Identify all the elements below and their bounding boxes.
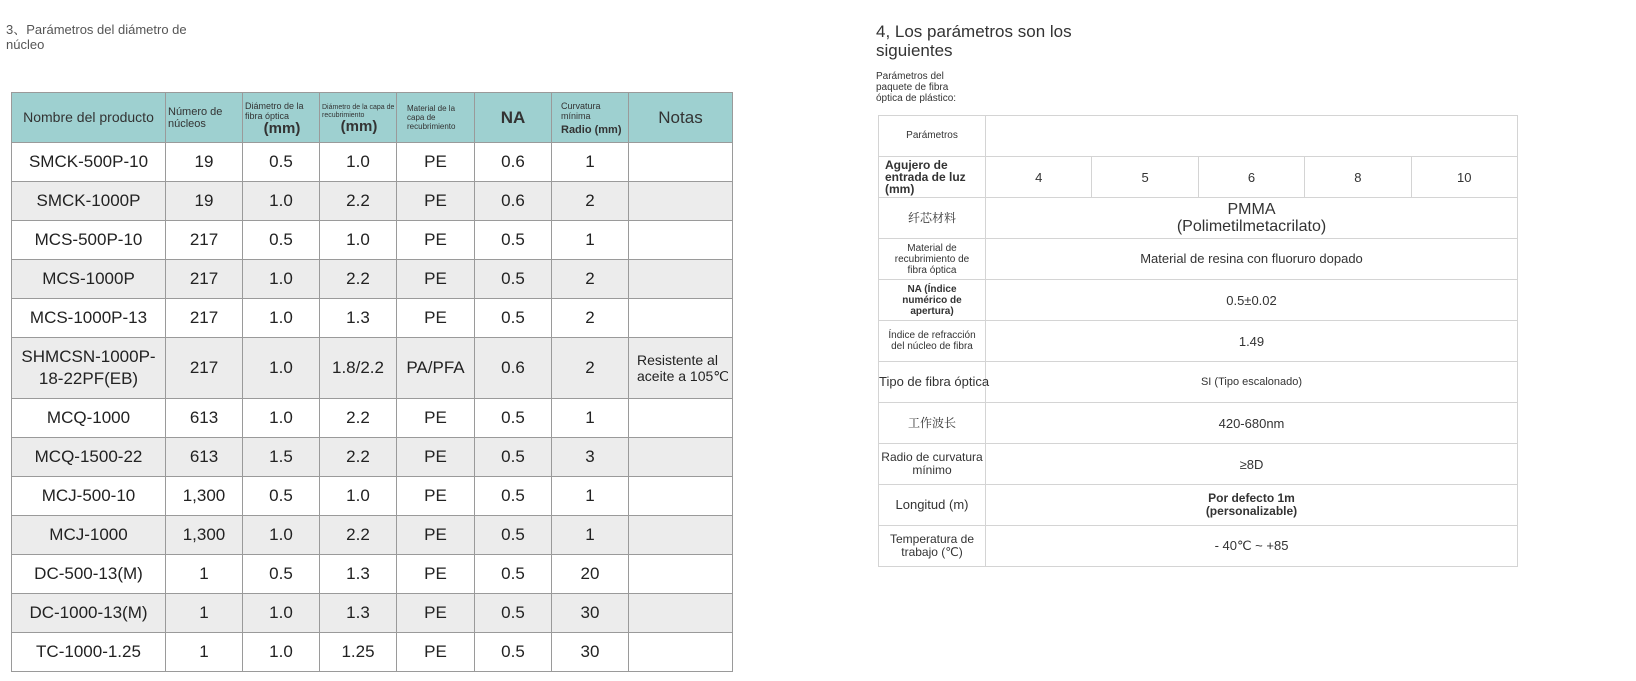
core-diameter-table	[11, 92, 733, 672]
label-fiber-type: Tipo de fibra óptica	[879, 362, 986, 403]
cell-notes	[629, 221, 733, 260]
cell-radius: 3	[552, 438, 629, 477]
table-row	[12, 260, 733, 299]
cell-fiber: 0.5	[243, 143, 320, 182]
cell-radius: 1	[552, 477, 629, 516]
cell-cores: 1	[166, 594, 243, 633]
cell-na: 0.5	[475, 555, 552, 594]
cell-material: PE	[397, 516, 475, 555]
header-fiber-diameter	[243, 93, 320, 143]
params-row-header	[879, 116, 1518, 157]
params-row-temperature	[879, 526, 1518, 567]
header-radius-unit: Radio (mm)	[561, 123, 622, 136]
params-row-core-material	[879, 198, 1518, 239]
cell-name: TC-1000-1.25	[12, 633, 166, 672]
params-row-coating	[879, 239, 1518, 280]
value-bend-radius: ≥8D	[986, 444, 1518, 485]
cell-coating: 2.2	[320, 260, 397, 299]
cell-material: PE	[397, 555, 475, 594]
cell-material: PE	[397, 182, 475, 221]
cell-notes	[629, 594, 733, 633]
cell-name: SMCK-500P-10	[12, 143, 166, 182]
cell-cores: 217	[166, 221, 243, 260]
cell-coating: 1.0	[320, 221, 397, 260]
header-coating-material: Material de la capa de recubrimiento	[397, 93, 475, 143]
table-row	[12, 477, 733, 516]
label-refraction: Índice de refracción del núcleo de fibra	[879, 321, 986, 362]
cell-fiber: 1.0	[243, 182, 320, 221]
cell-radius: 1	[552, 143, 629, 182]
cell-cores: 1,300	[166, 516, 243, 555]
cell-radius: 2	[552, 260, 629, 299]
cell-notes	[629, 516, 733, 555]
right-section-heading: 4, Los parámetros son los siguientes	[876, 22, 1072, 60]
cell-notes	[629, 477, 733, 516]
cell-notes	[629, 438, 733, 477]
cell-cores: 1,300	[166, 477, 243, 516]
cell-fiber: 1.0	[243, 399, 320, 438]
label-parameters: Parámetros	[879, 116, 986, 157]
cell-material: PE	[397, 633, 475, 672]
cell-name: MCS-1000P-13	[12, 299, 166, 338]
cell-coating: 1.0	[320, 477, 397, 516]
header-coating-diameter	[320, 93, 397, 143]
cell-radius: 1	[552, 221, 629, 260]
cell-notes: Resistente al aceite a 105℃	[629, 338, 733, 399]
cell-name: DC-500-13(M)	[12, 555, 166, 594]
cell-cores: 19	[166, 143, 243, 182]
cell-name: SMCK-1000P	[12, 182, 166, 221]
value-entry-8: 8	[1305, 157, 1411, 198]
cell-cores: 217	[166, 338, 243, 399]
table-row	[12, 182, 733, 221]
cell-name: MCQ-1000	[12, 399, 166, 438]
params-row-wavelength	[879, 403, 1518, 444]
cell-coating: 2.2	[320, 399, 397, 438]
cell-coating: 2.2	[320, 516, 397, 555]
cell-na: 0.6	[475, 338, 552, 399]
cell-cores: 1	[166, 633, 243, 672]
table-row	[12, 594, 733, 633]
cell-fiber: 0.5	[243, 555, 320, 594]
right-section-subheading: Parámetros del paquete de fibra óptica de plástico:	[876, 71, 957, 104]
value-wavelength: 420-680nm	[986, 403, 1518, 444]
table-row	[12, 633, 733, 672]
value-length	[986, 485, 1518, 526]
cell-coating: 2.2	[320, 438, 397, 477]
value-core-material-text: PMMA (Polimetilmetacrilato)	[1176, 201, 1327, 235]
value-entry-10: 10	[1411, 157, 1517, 198]
cell-radius: 2	[552, 182, 629, 221]
params-row-refraction	[879, 321, 1518, 362]
cell-notes	[629, 633, 733, 672]
cell-notes	[629, 399, 733, 438]
value-entry-5: 5	[1092, 157, 1198, 198]
cell-cores: 613	[166, 438, 243, 477]
cell-radius: 1	[552, 399, 629, 438]
header-fiber-diameter-label: Diámetro de la fibra óptica	[245, 101, 304, 121]
header-coating-diameter-label: Diámetro de la capa de recubrimiento	[322, 104, 395, 119]
cell-notes	[629, 143, 733, 182]
cell-name: SHMCSN-1000P-18-22PF(EB)	[12, 338, 166, 399]
table-row	[12, 438, 733, 477]
params-row-fiber-type	[879, 362, 1518, 403]
left-section-heading: 3、Parámetros del diámetro de núcleo	[6, 22, 187, 52]
cell-na: 0.5	[475, 594, 552, 633]
label-coating-material: Material de recubrimiento de fibra óptica	[879, 239, 986, 280]
cell-radius: 20	[552, 555, 629, 594]
header-na: NA	[475, 93, 552, 143]
cell-fiber: 1.5	[243, 438, 320, 477]
cell-name: MCS-1000P	[12, 260, 166, 299]
cell-material: PE	[397, 221, 475, 260]
header-min-curvature	[552, 93, 629, 143]
table-row	[12, 399, 733, 438]
cell-radius: 30	[552, 594, 629, 633]
cell-radius: 1	[552, 516, 629, 555]
value-temperature: - 40℃ ~ +85	[986, 526, 1518, 567]
cell-cores: 1	[166, 555, 243, 594]
cell-coating: 1.25	[320, 633, 397, 672]
cell-material: PA/PFA	[397, 338, 475, 399]
value-core-material	[986, 198, 1518, 239]
params-row-na	[879, 280, 1518, 321]
value-entry-4: 4	[986, 157, 1092, 198]
params-header-empty	[986, 116, 1518, 157]
cell-fiber: 1.0	[243, 633, 320, 672]
cell-name: MCS-500P-10	[12, 221, 166, 260]
cell-radius: 2	[552, 338, 629, 399]
cell-na: 0.5	[475, 516, 552, 555]
cell-cores: 613	[166, 399, 243, 438]
cell-name: MCJ-1000	[12, 516, 166, 555]
header-core-count: Número de núcleos	[166, 93, 243, 143]
cell-na: 0.6	[475, 182, 552, 221]
cell-material: PE	[397, 143, 475, 182]
cell-coating: 1.3	[320, 555, 397, 594]
cell-fiber: 1.0	[243, 299, 320, 338]
value-length-text: Por defecto 1m (personalizable)	[1205, 491, 1298, 518]
table-row	[12, 338, 733, 399]
label-bend-radius: Radio de curvatura mínimo	[879, 444, 986, 485]
cell-material: PE	[397, 399, 475, 438]
cell-coating: 1.0	[320, 143, 397, 182]
table-row	[12, 299, 733, 338]
cell-name: DC-1000-13(M)	[12, 594, 166, 633]
cell-fiber: 1.0	[243, 338, 320, 399]
header-notes: Notas	[629, 93, 733, 143]
label-temperature: Temperatura de trabajo (℃)	[879, 526, 986, 567]
cell-coating: 1.3	[320, 299, 397, 338]
cell-material: PE	[397, 260, 475, 299]
value-fiber-type: SI (Tipo escalonado)	[986, 362, 1518, 403]
params-row-bend-radius	[879, 444, 1518, 485]
cell-name: MCQ-1500-22	[12, 438, 166, 477]
cell-na: 0.5	[475, 633, 552, 672]
table-row	[12, 516, 733, 555]
header-min-curvature-label: Curvatura mínima	[561, 100, 601, 121]
params-row-entry	[879, 157, 1518, 198]
value-na: 0.5±0.02	[986, 280, 1518, 321]
plastic-fiber-params-table	[878, 115, 1518, 567]
params-row-length	[879, 485, 1518, 526]
cell-na: 0.5	[475, 221, 552, 260]
cell-na: 0.5	[475, 399, 552, 438]
cell-notes	[629, 299, 733, 338]
cell-fiber: 0.5	[243, 477, 320, 516]
cell-radius: 30	[552, 633, 629, 672]
cell-cores: 19	[166, 182, 243, 221]
cell-na: 0.5	[475, 477, 552, 516]
table-row	[12, 221, 733, 260]
cell-cores: 217	[166, 299, 243, 338]
header-fiber-unit: (mm)	[263, 120, 301, 137]
cell-coating: 2.2	[320, 182, 397, 221]
label-wavelength: 工作波长	[879, 403, 986, 444]
table-row	[12, 555, 733, 594]
cell-coating: 1.3	[320, 594, 397, 633]
table-row	[12, 143, 733, 182]
cell-notes	[629, 555, 733, 594]
cell-radius: 2	[552, 299, 629, 338]
cell-name: MCJ-500-10	[12, 477, 166, 516]
value-entry-6: 6	[1198, 157, 1304, 198]
cell-fiber: 1.0	[243, 516, 320, 555]
cell-material: PE	[397, 594, 475, 633]
header-product-name: Nombre del producto	[12, 93, 166, 143]
cell-material: PE	[397, 438, 475, 477]
cell-notes	[629, 260, 733, 299]
label-na: NA (Índice numérico de apertura)	[879, 280, 986, 321]
cell-na: 0.5	[475, 438, 552, 477]
cell-fiber: 1.0	[243, 260, 320, 299]
cell-na: 0.5	[475, 260, 552, 299]
cell-fiber: 0.5	[243, 221, 320, 260]
value-refraction: 1.49	[986, 321, 1518, 362]
value-coating-material	[986, 239, 1518, 280]
cell-material: PE	[397, 299, 475, 338]
cell-notes	[629, 182, 733, 221]
cell-na: 0.6	[475, 143, 552, 182]
label-length: Longitud (m)	[879, 485, 986, 526]
cell-coating: 1.8/2.2	[320, 338, 397, 399]
label-light-entry: Agujero de entrada de luz (mm)	[879, 157, 986, 198]
cell-fiber: 1.0	[243, 594, 320, 633]
cell-na: 0.5	[475, 299, 552, 338]
value-coating-material-text: Material de resina con fluoruro dopado	[1140, 251, 1363, 266]
cell-material: PE	[397, 477, 475, 516]
table-header-row	[12, 93, 733, 143]
label-core-material: 纤芯材料	[879, 198, 986, 239]
header-coating-unit: (mm)	[340, 118, 378, 135]
cell-cores: 217	[166, 260, 243, 299]
